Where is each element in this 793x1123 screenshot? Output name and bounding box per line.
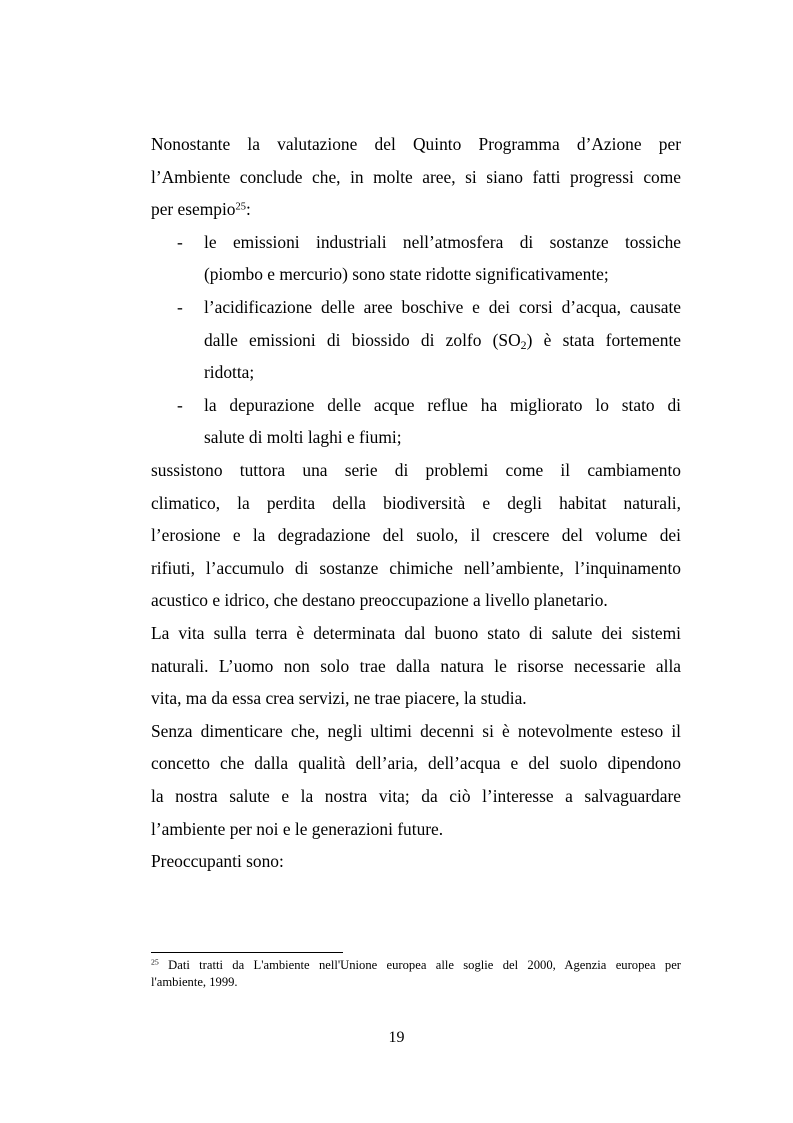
- paragraph-4-line-3: la nostra salute e la nostra vita; da ciò l’interesse a salvaguardare: [151, 786, 681, 806]
- footnote-line-2: l'ambiente, 1999.: [151, 975, 238, 989]
- paragraph-4-line-4: l’ambiente per noi e le generazioni future.: [151, 818, 444, 839]
- bullet-3-marker: -: [177, 394, 183, 415]
- bullet-2-marker: -: [177, 297, 183, 317]
- paragraph-1-line-1: Nonostante la valutazione del Quinto Programma d’Azione per: [151, 134, 681, 154]
- bullet-1-line-1: le emissioni industriali nell’atmosfera di sostanze tossiche: [204, 231, 681, 252]
- paragraph-3-line-2: naturali. L’uomo non solo trae dalla natura le risorse necessarie alla: [151, 655, 681, 676]
- bullet-2-line-2-before: dalle emissioni di biossido di zolfo (SO: [204, 329, 521, 350]
- paragraph-1-line-2: l’Ambiente conclude che, in molte aree, si siano fatti progressi come: [151, 166, 681, 187]
- footnote-line-1-text: Dati tratti da L'ambiente nell'Unione europea alle soglie del 2000, Agenzia europea per: [168, 958, 681, 972]
- paragraph-2-line-3: l’erosione e la degradazione del suolo, il crescere del volume dei: [151, 525, 681, 546]
- paragraph-5-line-1: Preoccupanti sono:: [151, 851, 284, 872]
- paragraph-2-line-2: climatico, la perdita della biodiversità e degli habitat naturali,: [151, 492, 681, 513]
- bullet-2-line-1: l’acidificazione delle aree boschive e dei corsi d’acqua, causate: [204, 297, 681, 317]
- bullet-3-line-1: la depurazione delle acque reflue ha migliorato lo stato di: [204, 394, 681, 415]
- paragraph-2-line-1: sussistono tuttora una serie di problemi come il cambiamento: [151, 460, 681, 480]
- bullet-3-line-2: salute di molti laghi e fiumi;: [204, 427, 402, 448]
- footnote-separator: [151, 952, 343, 953]
- so2-subscript: 2: [520, 337, 527, 352]
- paragraph-4-line-1: Senza dimenticare che, negli ultimi decenni si è notevolmente esteso il: [151, 720, 681, 741]
- bullet-2-line-2-after: ) è stata fortemente: [526, 329, 681, 350]
- paragraph-1-line-3-text: per esempio: [151, 199, 236, 220]
- bullet-1-marker: -: [177, 231, 183, 252]
- paragraph-3-line-1: La vita sulla terra è determinata dal buono stato di salute dei sistemi: [151, 623, 681, 643]
- page-number: 19: [388, 1029, 405, 1046]
- bullet-2-line-3: ridotta;: [204, 362, 255, 383]
- footnote-reference: 25: [235, 201, 246, 213]
- footnote-line-1: [151, 956, 681, 974]
- paragraph-4-line-2: concetto che dalla qualità dell’aria, dell’acqua e del suolo dipendono: [151, 753, 681, 774]
- paragraph-3-line-3: vita, ma da essa crea servizi, ne trae piacere, la studia.: [151, 688, 527, 709]
- footnote-number: 25: [151, 957, 159, 967]
- bullet-1-line-2: (piombo e mercurio) sono state ridotte significativamente;: [204, 264, 609, 285]
- paragraph-1-line-3: [151, 198, 681, 220]
- bullet-2-line-2: [204, 329, 681, 351]
- paragraph-2-line-5: acustico e idrico, che destano preoccupazione a livello planetario.: [151, 590, 608, 611]
- paragraph-2-line-4: rifiuti, l’accumulo di sostanze chimiche nell’ambiente, l’inquinamento: [151, 557, 681, 578]
- paragraph-1-line-3-tail: :: [245, 199, 251, 220]
